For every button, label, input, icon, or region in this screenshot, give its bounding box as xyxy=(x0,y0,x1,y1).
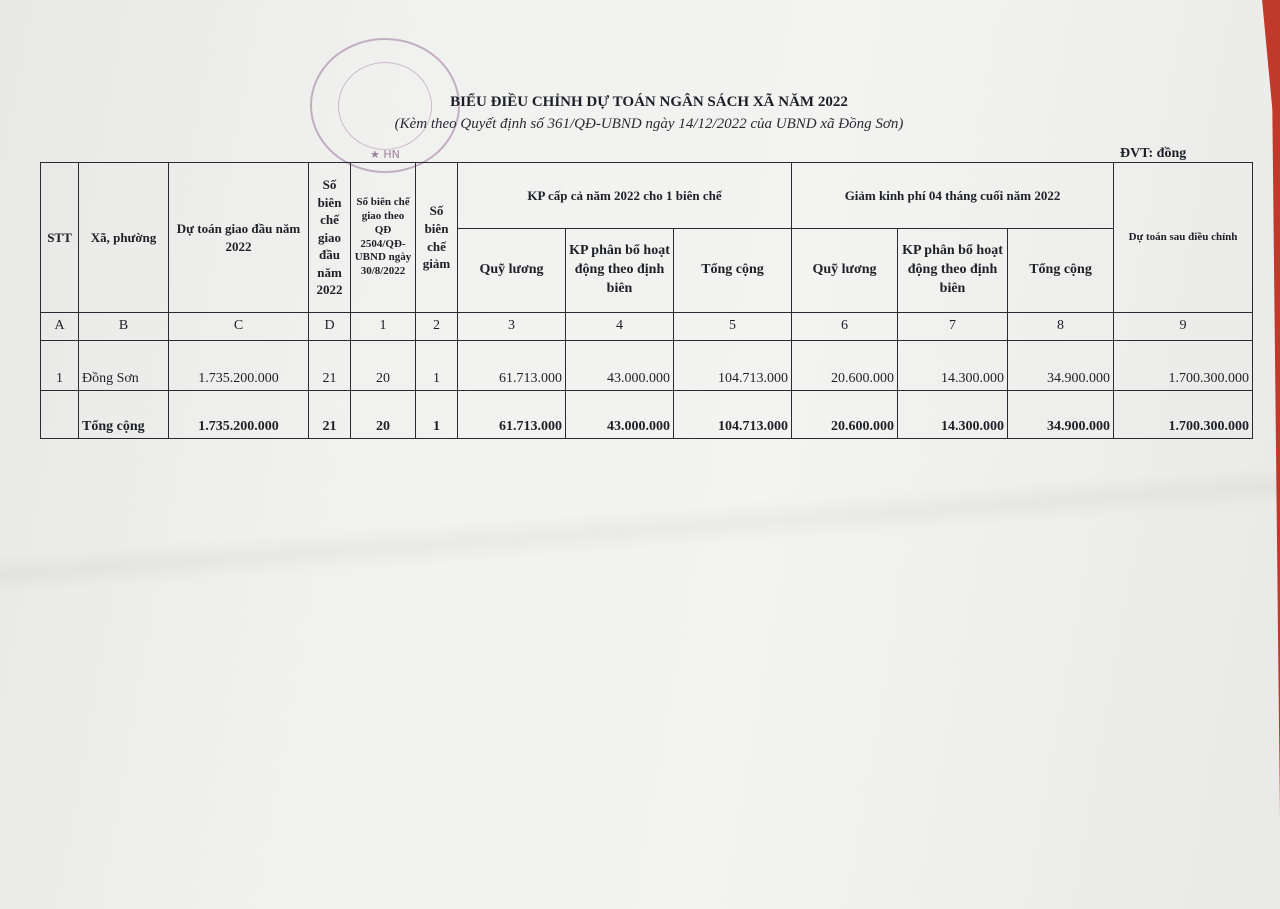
document-title: BIỂU ĐIỀU CHỈNH DỰ TOÁN NGÂN SÁCH XÃ NĂM 2022 xyxy=(450,94,848,110)
header-xa-phuong: Xã, phường xyxy=(79,163,169,313)
row-quy-luong-1: 61.713.000 xyxy=(458,341,566,391)
column-code: 4 xyxy=(566,313,674,341)
total-du-toan-sau: 1.700.300.000 xyxy=(1114,391,1253,439)
column-code: 1 xyxy=(351,313,416,341)
unit-label: ĐVT: đồng xyxy=(1120,146,1187,161)
document-subtitle: (Kèm theo Quyết định số 361/QĐ-UBND ngày 14/12/2022 của UBND xã Đồng Sơn) xyxy=(394,116,904,132)
header-du-toan-sau: Dự toán sau điều chỉnh xyxy=(1114,163,1253,313)
header-kp-phan-bo-2: KP phân bổ hoạt động theo định biên xyxy=(898,229,1008,313)
column-code: 3 xyxy=(458,313,566,341)
column-code: 2 xyxy=(416,313,458,341)
header-tong-cong-1: Tổng cộng xyxy=(674,229,792,313)
total-label: Tổng cộng xyxy=(79,391,169,439)
header-tong-cong-2: Tổng cộng xyxy=(1008,229,1114,313)
budget-table xyxy=(40,162,1253,439)
header-group-giam-kinh-phi: Giảm kinh phí 04 tháng cuối năm 2022 xyxy=(792,163,1114,229)
total-tong-cong-1: 104.713.000 xyxy=(674,391,792,439)
total-stt xyxy=(41,391,79,439)
column-code: 8 xyxy=(1008,313,1114,341)
header-quy-luong-2: Quỹ lương xyxy=(792,229,898,313)
table-row xyxy=(41,341,1253,391)
row-tong-cong-2: 34.900.000 xyxy=(1008,341,1114,391)
header-row-1 xyxy=(41,163,1253,229)
column-code: C xyxy=(169,313,309,341)
row-kp-phan-bo-1: 43.000.000 xyxy=(566,341,674,391)
column-code: 7 xyxy=(898,313,1008,341)
total-row xyxy=(41,391,1253,439)
column-code-row xyxy=(41,313,1253,341)
total-tong-cong-2: 34.900.000 xyxy=(1008,391,1114,439)
total-quy-luong-2: 20.600.000 xyxy=(792,391,898,439)
row-bien-che-giam: 1 xyxy=(416,341,458,391)
total-bien-che-dau-nam: 21 xyxy=(309,391,351,439)
total-quy-luong-1: 61.713.000 xyxy=(458,391,566,439)
total-kp-phan-bo-2: 14.300.000 xyxy=(898,391,1008,439)
total-du-toan-dau-nam: 1.735.200.000 xyxy=(169,391,309,439)
row-quy-luong-2: 20.600.000 xyxy=(792,341,898,391)
header-quy-luong-1: Quỹ lương xyxy=(458,229,566,313)
column-code: 9 xyxy=(1114,313,1253,341)
header-du-toan-dau-nam: Dự toán giao đầu năm 2022 xyxy=(169,163,309,313)
column-code: 6 xyxy=(792,313,898,341)
header-so-bien-che-giam: Số biên chế giảm xyxy=(416,163,458,313)
paper-fold-shadow xyxy=(0,470,1280,590)
column-code: 5 xyxy=(674,313,792,341)
header-group-kp-cap: KP cấp cả năm 2022 cho 1 biên chế xyxy=(458,163,792,229)
header-so-bien-che-dau-nam: Số biên chế giao đầu năm 2022 xyxy=(309,163,351,313)
total-bien-che-qd: 20 xyxy=(351,391,416,439)
row-bien-che-qd: 20 xyxy=(351,341,416,391)
row-kp-phan-bo-2: 14.300.000 xyxy=(898,341,1008,391)
header-so-bien-che-qd: Số biên chế giao theo QĐ 2504/QĐ-UBND ngày 30/8/2022 xyxy=(351,163,416,313)
column-code: B xyxy=(79,313,169,341)
column-code: A xyxy=(41,313,79,341)
header-stt: STT xyxy=(41,163,79,313)
total-bien-che-giam: 1 xyxy=(416,391,458,439)
row-stt: 1 xyxy=(41,341,79,391)
column-code: D xyxy=(309,313,351,341)
row-du-toan-sau: 1.700.300.000 xyxy=(1114,341,1253,391)
row-tong-cong-1: 104.713.000 xyxy=(674,341,792,391)
seal-text: ★ HN xyxy=(370,148,400,161)
row-name: Đồng Sơn xyxy=(79,341,169,391)
total-kp-phan-bo-1: 43.000.000 xyxy=(566,391,674,439)
row-du-toan-dau-nam: 1.735.200.000 xyxy=(169,341,309,391)
header-kp-phan-bo-1: KP phân bổ hoạt động theo định biên xyxy=(566,229,674,313)
row-bien-che-dau-nam: 21 xyxy=(309,341,351,391)
